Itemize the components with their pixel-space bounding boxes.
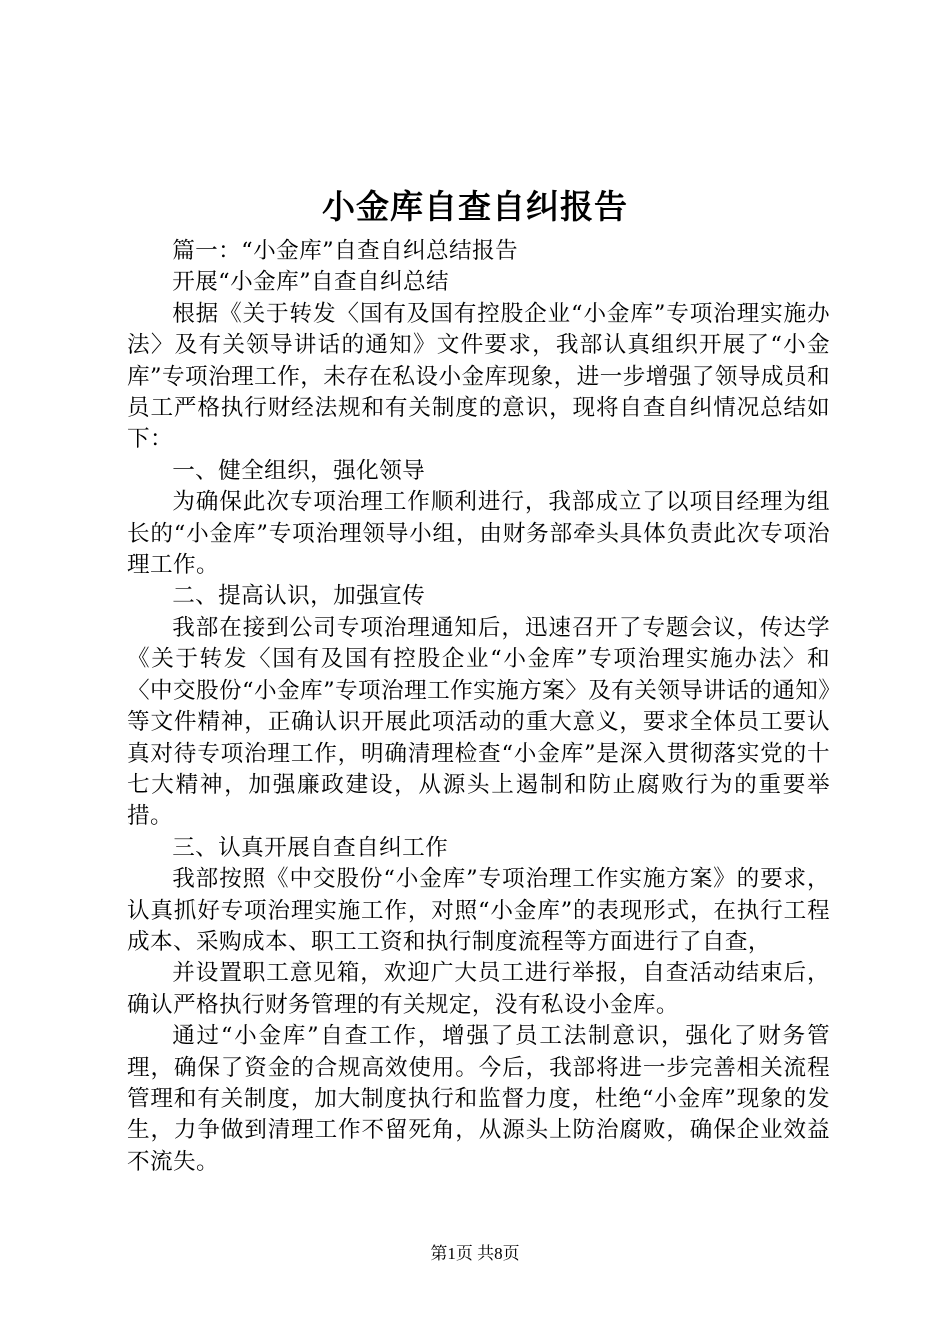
summary-heading: 开展“小金库”自查自纠总结: [172, 269, 450, 296]
document-title: 小金库自查自纠报告: [322, 187, 628, 226]
body-paragraph: 通过“小金库”自查工作，增强了员工法制意识，强化了财务管理，确保了资金的合规高效使用。今后，我部将进一步完善相关流程管理和有关制度，加大制度执行和监督力度，杜绝“小金库”现象的发生，力争做到清理工作不留死角，从源头上防治腐败，确保企业效益不流失。: [127, 1023, 830, 1175]
body-paragraph: 为确保此次专项治理工作顺利进行，我部成立了以项目经理为组长的“小金库”专项治理领导小组，由财务部牵头具体负责此次专项治理工作。: [127, 489, 830, 579]
page-number-footer: 第1页 共8页: [430, 1244, 520, 1263]
body-paragraph: 并设置职工意见箱，欢迎广大员工进行举报，自查活动结束后，确认严格执行财务管理的有关规定，没有私设小金库。: [127, 960, 830, 1018]
section-heading-3: 三、认真开展自查自纠工作: [172, 834, 449, 861]
body-paragraph: 根据《关于转发〈国有及国有控股企业“小金库”专项治理实施办法〉及有关领导讲话的通知》文件要求，我部认真组织开展了“小金库”专项治理工作，未存在私设小金库现象，进一步增强了领导成员和员工严格执行财经法规和有关制度的意识，现将自查自纠情况总结如下：: [127, 300, 830, 453]
body-paragraph: 我部按照《中交股份“小金库”专项治理工作实施方案》的要求，认真抓好专项治理实施工作，对照“小金库”的表现形式，在执行工程成本、采购成本、职工工资和执行制度流程等方面进行了自查，: [127, 866, 830, 955]
section-heading-1: 一、健全组织，强化领导: [172, 457, 426, 484]
body-paragraph: 我部在接到公司专项治理通知后，迅速召开了专题会议，传达学《关于转发〈国有及国有控股企业“小金库”专项治理实施办法〉和〈中交股份“小金库”专项治理工作实施方案〉及有关领导讲话的通知》等文件精神，正确认识开展此项活动的重大意义，要求全体员工要认真对待专项治理工作，明确清理检查“小金库”是深入贯彻落实党的十七大精神，加强廉政建设，从源头上遏制和防止腐败行为的重要举措。: [127, 614, 830, 830]
section-heading-part-one: 篇一：“小金库”自查自纠总结报告: [172, 238, 519, 264]
section-heading-2: 二、提高认识，加强宣传: [172, 583, 426, 610]
document-body: [127, 236, 830, 1178]
